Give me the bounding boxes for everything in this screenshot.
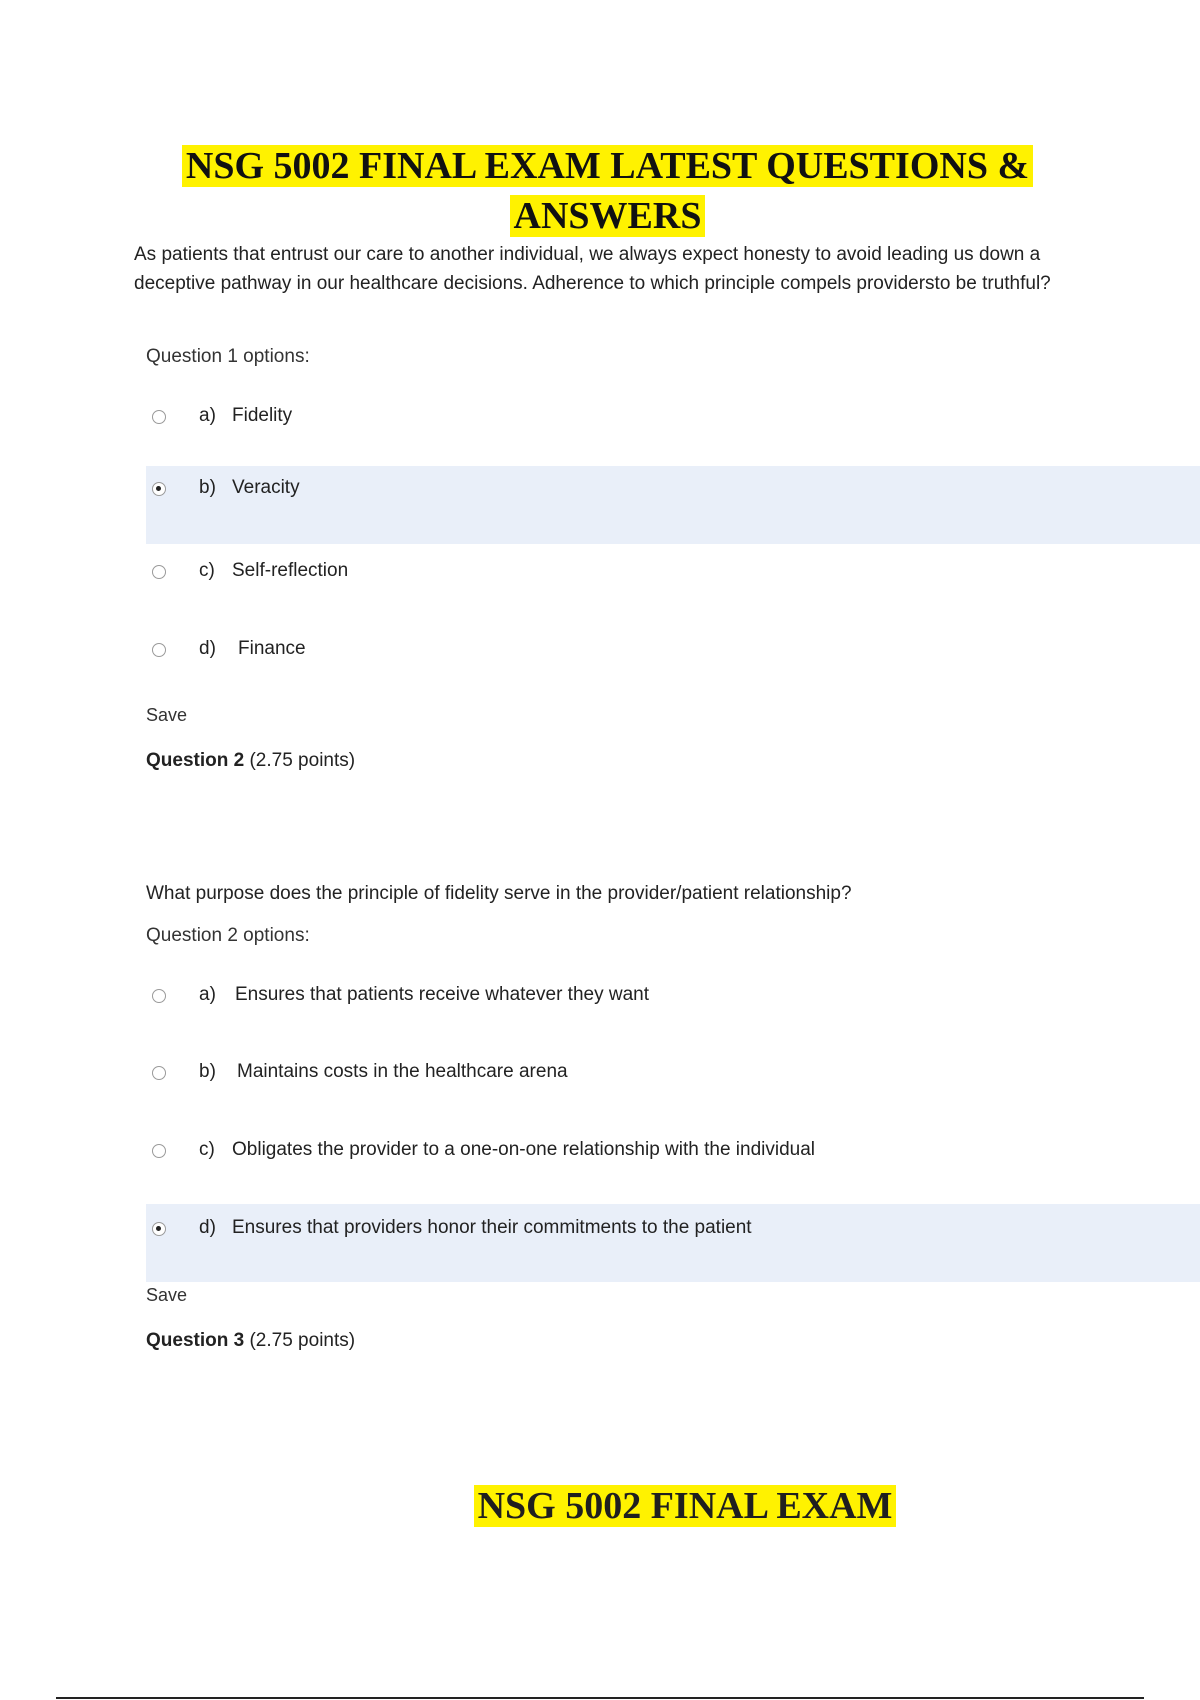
radio-button-icon[interactable] (152, 410, 166, 424)
question-points: (2.75 points) (249, 750, 356, 771)
option-letter: a) (199, 405, 216, 426)
question-2-save-button[interactable]: Save (146, 1285, 188, 1305)
page-title-line-1: NSG 5002 FINAL EXAM LATEST QUESTIONS & (0, 142, 1200, 190)
option-text: Veracity (232, 477, 300, 498)
question-number: Question 2 (146, 750, 245, 771)
question-1-options-label: Question 1 options: (146, 346, 310, 367)
question-points: (2.75 points) (249, 1330, 356, 1351)
radio-button-icon[interactable] (152, 643, 166, 657)
option-letter: c) (199, 560, 215, 581)
option-text: Fidelity (232, 405, 293, 426)
question-1-option-d[interactable] (146, 633, 1200, 711)
question-1-option-c[interactable] (146, 555, 1200, 633)
option-letter: a) (199, 984, 216, 1005)
question-2-option-b[interactable] (146, 1056, 1200, 1134)
page-divider (56, 1697, 1144, 1699)
option-text: Self-reflection (232, 560, 349, 581)
question-1-text: As patients that entrust our care to another individual, we always expect honesty to avoid leading us down a deceptive pathway in our healthcare decisions. Adherence to which principle compels providersto be truthful? (134, 244, 1051, 294)
question-3-heading (146, 1330, 355, 1352)
question-1-save-button[interactable]: Save (146, 705, 188, 725)
radio-button-icon[interactable] (152, 1144, 166, 1158)
question-2-option-c[interactable] (146, 1134, 1200, 1212)
page-title-line-2: ANSWERS (0, 192, 1200, 240)
option-letter: c) (199, 1139, 215, 1160)
option-text: Obligates the provider to a one-on-one relationship with the individual (232, 1139, 816, 1160)
option-text: Ensures that patients receive whatever they want (235, 984, 650, 1005)
option-text: Ensures that providers honor their commitments to the patient (232, 1217, 752, 1238)
question-2-text: What purpose does the principle of fidelity serve in the provider/patient relationship? (146, 883, 852, 904)
question-2-option-d[interactable] (146, 1204, 1200, 1282)
radio-button-icon[interactable] (152, 565, 166, 579)
option-text: Maintains costs in the healthcare arena (237, 1061, 568, 1082)
radio-button-icon[interactable] (152, 1066, 166, 1080)
option-text: Finance (238, 638, 306, 659)
radio-button-selected-icon[interactable] (152, 1222, 166, 1236)
radio-button-selected-icon[interactable] (152, 482, 166, 496)
question-2-option-a[interactable] (146, 979, 1200, 1057)
option-letter: b) (199, 477, 216, 498)
option-letter: b) (199, 1061, 216, 1082)
question-1-option-b[interactable] (146, 466, 1200, 544)
option-letter: d) (199, 638, 216, 659)
option-letter: d) (199, 1217, 216, 1238)
question-2-heading (146, 750, 355, 772)
question-2-options-label: Question 2 options: (146, 925, 310, 946)
footer-title: NSG 5002 FINAL EXAM (0, 1482, 1200, 1530)
radio-button-icon[interactable] (152, 989, 166, 1003)
question-number: Question 3 (146, 1330, 245, 1351)
